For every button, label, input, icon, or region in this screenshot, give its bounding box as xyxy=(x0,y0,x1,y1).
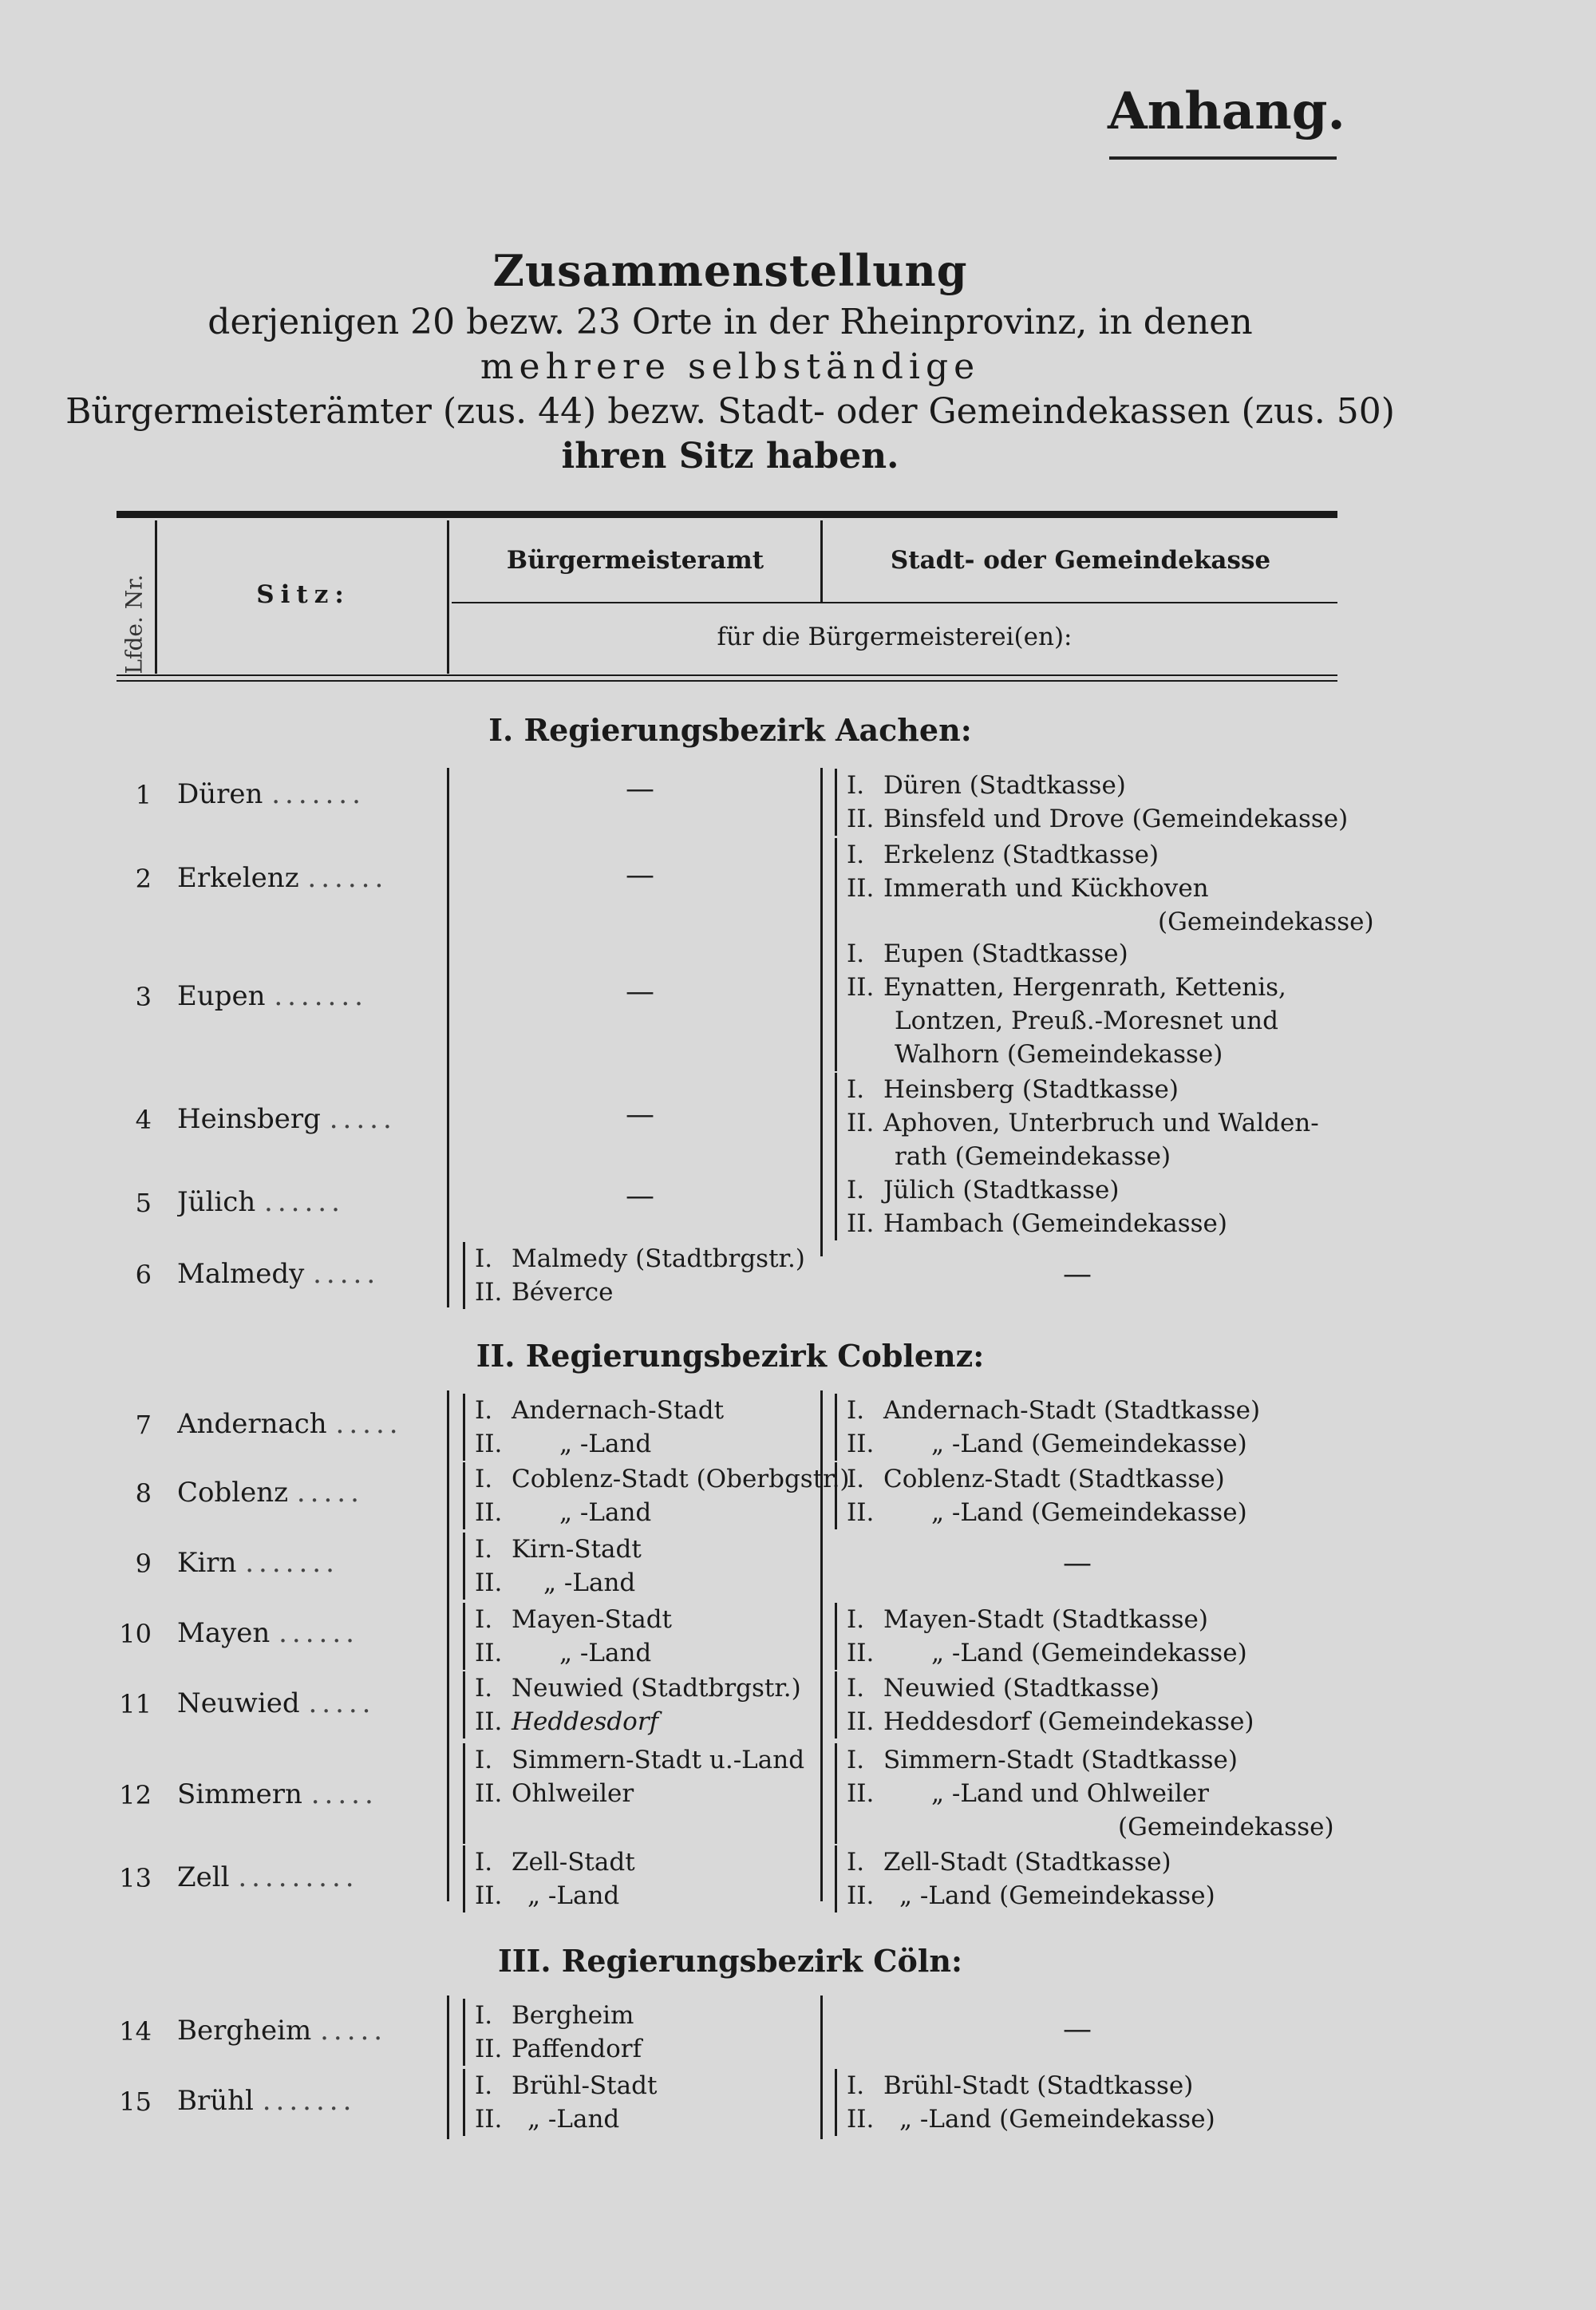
amt-group-r8: I. Coblenz-Stadt (Oberbgstr.) II. „ -Land xyxy=(463,1462,850,1529)
row-number: 13 xyxy=(119,1863,152,1893)
table-top-rule xyxy=(117,511,1337,518)
table-header-rule-2 xyxy=(117,680,1337,682)
row-place: Brühl ....... xyxy=(177,2085,357,2117)
row-number: 7 xyxy=(135,1410,152,1440)
row-number: 6 xyxy=(135,1260,152,1290)
row-number: 12 xyxy=(119,1780,152,1810)
dash-kasse-r9: — xyxy=(1063,1547,1092,1580)
row-place: Andernach ..... xyxy=(177,1408,403,1440)
appendix-heading: Anhang. xyxy=(1108,81,1345,141)
amt-group-r15: I. Brühl-Stadt II. „ -Land xyxy=(463,2069,657,2136)
dash-amt-r4: — xyxy=(626,1098,654,1131)
col-rule-sitz-s2 xyxy=(447,1390,449,1901)
header-divider-sitz xyxy=(447,520,449,674)
kasse-group-r13: I. Zell-Stadt (Stadtkasse) II. „ -Land (Gemeindekasse) xyxy=(835,1845,1215,1912)
row-place: Neuwied ..... xyxy=(177,1687,376,1719)
row-place: Zell ......... xyxy=(177,1861,359,1893)
title-line-5: ihren Sitz haben. xyxy=(561,436,899,477)
appendix-underline xyxy=(1109,156,1337,160)
row-number: 15 xyxy=(119,2087,152,2117)
amt-group-r6: I. Malmedy (Stadtbrgstr.) II. Béverce xyxy=(463,1242,805,1309)
kasse-group-r2: I. Erkelenz (Stadtkasse) II. Immerath und Kückhoven (Gemeindekasse) xyxy=(835,838,1374,939)
header-divider-nr xyxy=(155,520,157,674)
header-kasse: Stadt- oder Gemeindekasse xyxy=(890,546,1271,575)
amt-group-r9: I. Kirn-Stadt II. „ -Land xyxy=(463,1533,642,1600)
kasse-group-r4: I. Heinsberg (Stadtkasse) II. Aphoven, Unterbruch und Walden- rath (Gemeindekasse) xyxy=(835,1073,1319,1173)
kasse-group-r3: I. Eupen (Stadtkasse) II. Eynatten, Hergenrath, Kettenis, Lontzen, Preuß.-Moresnet und Walhorn (Gemeindekasse) xyxy=(835,937,1286,1071)
section-heading-coblenz: II. Regierungsbezirk Coblenz: xyxy=(476,1338,985,1374)
header-lfd-nr: Lfde. Nr. xyxy=(120,574,148,674)
row-place: Simmern ..... xyxy=(177,1778,378,1810)
row-number: 10 xyxy=(119,1619,152,1649)
col-rule-amt-s1 xyxy=(820,768,823,1256)
header-sitz: Sitz: xyxy=(256,580,350,609)
row-number: 1 xyxy=(135,780,152,810)
row-number: 5 xyxy=(135,1188,152,1218)
col-rule-sitz-s3 xyxy=(447,1996,449,2139)
document-title xyxy=(0,241,1460,479)
kasse-group-r11: I. Neuwied (Stadtkasse) II. Heddesdorf (Gemeindekasse) xyxy=(835,1671,1254,1738)
kasse-group-r7: I. Andernach-Stadt (Stadtkasse) II. „ -Land (Gemeindekasse) xyxy=(835,1394,1260,1461)
col-rule-amt-s3 xyxy=(820,1996,823,2139)
dash-amt-r3: — xyxy=(626,975,654,1008)
row-number: 2 xyxy=(135,864,152,894)
col-rule-sitz-s1 xyxy=(447,768,449,1307)
title-line-2: derjenigen 20 bezw. 23 Orte in der Rheinprovinz, in denen xyxy=(207,302,1253,342)
kasse-group-r10: I. Mayen-Stadt (Stadtkasse) II. „ -Land (Gemeindekasse) xyxy=(835,1603,1247,1670)
section-heading-coeln: III. Regierungsbezirk Cöln: xyxy=(498,1943,962,1979)
title-line-4: Bürgermeisterämter (zus. 44) bezw. Stadt- oder Gemeindekassen (zus. 50) xyxy=(65,391,1395,432)
row-place: Coblenz ..... xyxy=(177,1477,364,1509)
kasse-group-r15: I. Brühl-Stadt (Stadtkasse) II. „ -Land (Gemeindekasse) xyxy=(835,2069,1215,2136)
row-place: Heinsberg ..... xyxy=(177,1103,397,1135)
header-subheader: für die Bürgermeisterei(en): xyxy=(717,623,1073,651)
row-place: Bergheim ..... xyxy=(177,2015,388,2047)
kasse-group-r8: I. Coblenz-Stadt (Stadtkasse) II. „ -Land (Gemeindekasse) xyxy=(835,1462,1247,1529)
kasse-group-r1: I. Düren (Stadtkasse) II. Binsfeld und Drove (Gemeindekasse) xyxy=(835,769,1348,836)
amt-group-r12: I. Simmern-Stadt u.-Land II. Ohlweiler xyxy=(463,1743,804,1844)
dash-kasse-r6: — xyxy=(1063,1258,1092,1291)
header-buergermeisteramt: Bürgermeisteramt xyxy=(506,546,764,575)
title-line-1: Zusammenstellung xyxy=(492,245,968,296)
row-number: 3 xyxy=(135,982,152,1012)
amt-group-r10: I. Mayen-Stadt II. „ -Land xyxy=(463,1603,672,1670)
dash-kasse-r14: — xyxy=(1063,2013,1092,2046)
row-number: 11 xyxy=(119,1689,152,1719)
kasse-group-r12: I. Simmern-Stadt (Stadtkasse) II. „ -Land und Ohlweiler (Gemeindekasse) xyxy=(835,1743,1334,1844)
row-number: 9 xyxy=(135,1549,152,1579)
row-place: Erkelenz ...... xyxy=(177,862,389,894)
dash-amt-r2: — xyxy=(626,859,654,892)
amt-group-r11: I. Neuwied (Stadtbrgstr.) II. Heddesdorf xyxy=(463,1671,801,1738)
row-place: Jülich ...... xyxy=(177,1186,345,1218)
section-heading-aachen: I. Regierungsbezirk Aachen: xyxy=(488,712,972,748)
amt-group-r7: I. Andernach-Stadt II. „ -Land xyxy=(463,1394,724,1461)
amt-group-r14: I. Bergheim II. Paffendorf xyxy=(463,1999,642,2066)
row-number: 8 xyxy=(135,1478,152,1509)
dash-amt-r1: — xyxy=(626,773,654,805)
row-place: Mayen ...... xyxy=(177,1617,359,1649)
row-number: 4 xyxy=(135,1105,152,1135)
dash-amt-r5: — xyxy=(626,1180,654,1212)
subheader-rule xyxy=(452,602,1337,603)
row-place: Malmedy ..... xyxy=(177,1258,381,1290)
header-divider-cols xyxy=(820,520,823,602)
row-number: 14 xyxy=(119,2016,152,2047)
amt-group-r13: I. Zell-Stadt II. „ -Land xyxy=(463,1845,635,1912)
kasse-group-r5: I. Jülich (Stadtkasse) II. Hambach (Gemeindekasse) xyxy=(835,1173,1227,1240)
row-place: Kirn ....... xyxy=(177,1547,339,1579)
row-place: Eupen ....... xyxy=(177,980,368,1012)
title-line-3: mehrere selbständige xyxy=(480,346,981,387)
row-place: Düren ....... xyxy=(177,778,365,810)
table-header-rule-1 xyxy=(117,674,1337,676)
